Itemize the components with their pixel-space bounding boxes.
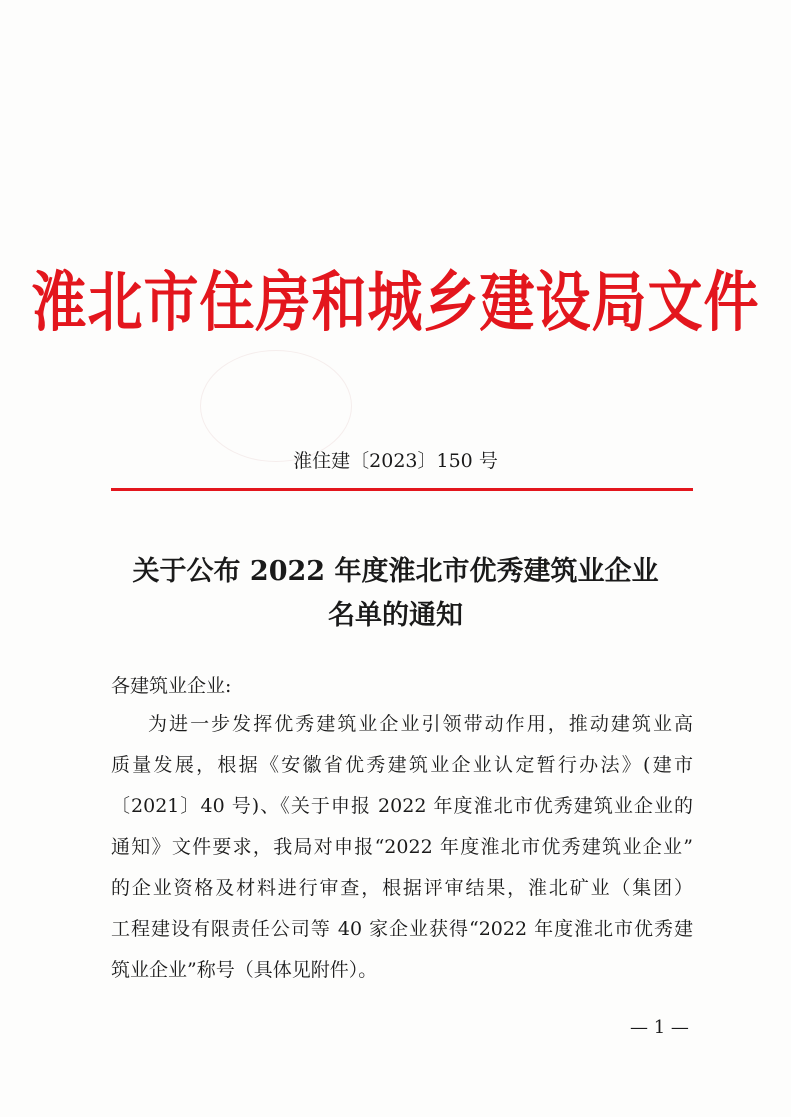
body-line: 〔2021〕40 号)、《关于申报 2022 年度淮北市优秀建筑业企业的 [111, 795, 693, 817]
document-header-title: 淮北市住房和城乡建设局文件 [31, 264, 760, 340]
body-line: 通知》文件要求，我局对申报“2022 年度淮北市优秀建筑业企业” [111, 836, 693, 858]
notice-title-line-2: 名单的通知 [328, 600, 463, 631]
body-line: 质量发展，根据《安徽省优秀建筑业企业认定暂行办法》(建市 [111, 754, 693, 776]
body-line: 筑业企业”称号（具体见附件）。 [111, 959, 378, 981]
faint-seal-mark [200, 350, 352, 462]
page-number: — 1 — [630, 1017, 689, 1038]
body-line: 的企业资格及材料进行审查，根据评审结果，淮北矿业（集团） [111, 877, 693, 899]
body-line: 为进一步发挥优秀建筑业企业引领带动作用，推动建筑业高 [148, 713, 693, 735]
document-number: 淮住建〔2023〕150 号 [293, 450, 498, 472]
salutation: 各建筑业企业: [111, 675, 232, 697]
notice-title-line-1: 关于公布 2022 年度淮北市优秀建筑业企业 [132, 556, 659, 587]
red-divider-rule [111, 488, 693, 491]
body-line: 工程建设有限责任公司等 40 家企业获得“2022 年度淮北市优秀建 [111, 918, 693, 940]
